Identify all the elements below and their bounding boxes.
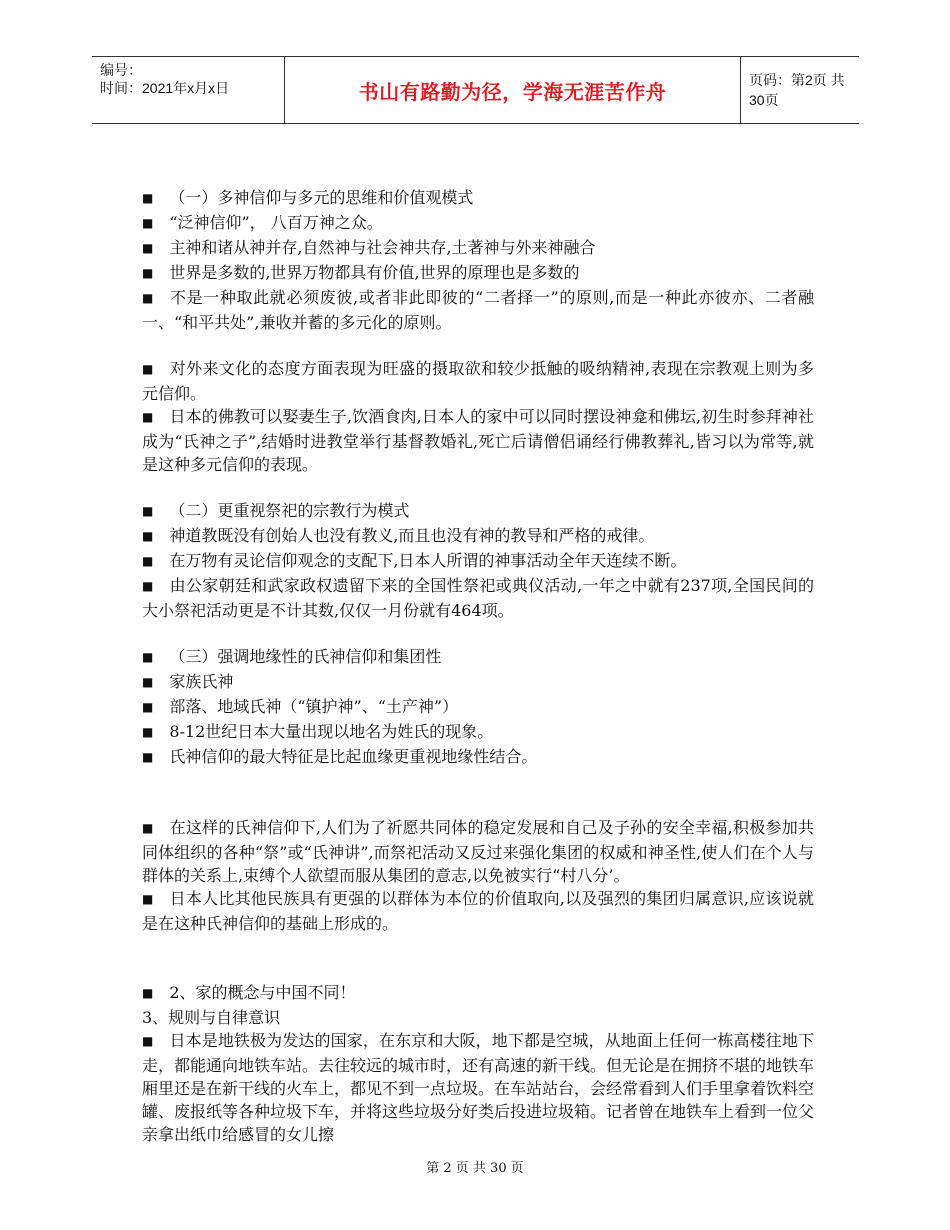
paragraph-text: 日本是地铁极为发达的国家，在东京和大阪，地下都是空城，从地面上任何一栋高楼往地下走，都能通向地铁车站。去往较远的城市时，还有高速的新干线。但无论是在拥挤不堪的地铁车厢里还是在新干线的火车上，都见不到一点垃圾。在车站站台，会经常看到人们手里拿着饮料空罐、废报纸等各种垃圾下车，并将这些垃圾分好类后投进垃圾箱。记者曾在地铁车上看到一位父亲拿出纸巾给感冒的女儿擦: [142, 1031, 815, 1144]
square-bullet-icon: ■: [142, 241, 154, 255]
paragraph-text: 家族氏神: [169, 672, 234, 691]
square-bullet-icon: ■: [142, 216, 154, 230]
square-bullet-icon: ■: [142, 700, 154, 714]
square-bullet-icon: ■: [142, 504, 154, 518]
body-paragraph: [142, 695, 814, 720]
paragraph-text: 神道教既没有创始人也没有教义,而且也没有神的教导和严格的戒律。: [169, 526, 655, 545]
paragraph-text: 不是一种取此就必须废彼,或者非此即彼的“二者择一”的原则,而是一种此亦彼亦、二者融一、“和平共处”,兼收并蓄的多元化的原则。: [142, 288, 814, 332]
square-bullet-icon: ■: [142, 750, 154, 764]
document-body: [142, 186, 814, 1146]
body-paragraph: [142, 574, 814, 622]
body-paragraph: [142, 211, 814, 236]
square-bullet-icon: ■: [142, 986, 154, 1000]
square-bullet-icon: ■: [142, 892, 154, 906]
square-bullet-icon: ■: [142, 362, 154, 376]
body-paragraph: [142, 236, 814, 261]
paragraph-text: 在万物有灵论信仰观念的支配下,日本人所谓的神事活动全年天连续不断。: [169, 551, 687, 570]
body-paragraph: [142, 549, 814, 574]
paragraph-text: 世界是多数的,世界万物都具有价值,世界的原理也是多数的: [169, 263, 580, 282]
square-bullet-icon: ■: [142, 410, 154, 424]
document-number-label: 编号：: [100, 62, 142, 78]
square-bullet-icon: ■: [142, 579, 154, 593]
body-paragraph: [142, 1029, 814, 1146]
square-bullet-icon: ■: [142, 650, 154, 664]
paragraph-spacer: [142, 334, 814, 357]
square-bullet-icon: ■: [142, 291, 154, 305]
body-paragraph: [142, 745, 814, 770]
header-meta-cell: [92, 57, 285, 123]
body-paragraph: [142, 524, 814, 549]
paragraph-text: 主神和诸从神并存,自然神与社会神共存,土著神与外来神融合: [169, 238, 596, 257]
body-paragraph: [142, 405, 814, 476]
paragraph-text: 氏神信仰的最大特征是比起血缘更重视地缘性结合。: [169, 747, 538, 766]
square-bullet-icon: ■: [142, 529, 154, 543]
paragraph-text: （二）更重视祭祀的宗教行为模式: [169, 501, 410, 520]
body-paragraph: [142, 981, 814, 1006]
body-paragraph: [142, 720, 814, 745]
square-bullet-icon: ■: [142, 266, 154, 280]
paragraph-spacer: [142, 935, 814, 981]
paragraph-text: 在这样的氏神信仰下,人们为了祈愿共同体的稳定发展和自己及子孙的安全幸福,积极参加共同体组织的各种“祭”或“氏神讲”,而祭祀活动又反过来强化集团的权威和神圣性,使人们在个人与群体的关系上,束缚个人欲望而服从集团的意志,以免被实行“村八分’。: [142, 818, 814, 885]
body-paragraph: [142, 261, 814, 286]
square-bullet-icon: ■: [142, 554, 154, 568]
square-bullet-icon: ■: [142, 191, 154, 205]
square-bullet-icon: ■: [142, 675, 154, 689]
paragraph-text: 8-12世纪日本大量出现以地名为姓氏的现象。: [169, 722, 494, 741]
paragraph-text: （一）多神信仰与多元的思维和价值观模式: [169, 188, 474, 207]
body-paragraph: [142, 1006, 814, 1029]
body-paragraph: [142, 670, 814, 695]
paragraph-text: 对外来文化的态度方面表现为旺盛的摄取欲和较少抵触的吸纳精神,表现在宗教观上则为多元信仰。: [142, 359, 814, 403]
paragraph-spacer: [142, 770, 814, 816]
paragraph-spacer: [142, 476, 814, 499]
body-paragraph: [142, 186, 814, 211]
header-page-info: 页码：第2页 共30页: [749, 72, 845, 108]
paragraph-text: 部落、地域氏神（“镇护神”、“土产神”）: [169, 697, 459, 716]
square-bullet-icon: ■: [142, 725, 154, 739]
body-paragraph: [142, 645, 814, 670]
paragraph-text: “泛神信仰”， 八百万神之众。: [169, 213, 383, 232]
body-paragraph: [142, 286, 814, 334]
body-paragraph: [142, 887, 814, 935]
body-paragraph: [142, 816, 814, 887]
square-bullet-icon: ■: [142, 821, 154, 835]
paragraph-text: 由公家朝廷和武家政权遗留下来的全国性祭祀或典仪活动,一年之中就有237项,全国民间的大小祭祀活动更是不计其数,仅仅一月份就有464项。: [142, 576, 814, 620]
page-footer: 第 2 页 共 30 页: [426, 1161, 524, 1176]
header-motto: 书山有路勤为径，学海无涯苦作舟: [358, 79, 667, 104]
paragraph-text: 日本人比其他民族具有更强的以群体为本位的价值取向,以及强烈的集团归属意识,应该说就是在这种氏神信仰的基础上形成的。: [142, 889, 814, 933]
body-paragraph: [142, 357, 814, 405]
header-page-cell: [741, 57, 859, 123]
body-paragraph: [142, 499, 814, 524]
header-motto-cell: [285, 57, 741, 123]
paragraph-text: 3、规则与自律意识: [142, 1008, 281, 1027]
paragraph-spacer: [142, 622, 814, 645]
paragraph-text: 2、家的概念与中国不同！: [169, 983, 356, 1002]
paragraph-text: （三）强调地缘性的氏神信仰和集团性: [169, 647, 442, 666]
document-time-label: 时间：2021年x月x日: [100, 80, 230, 96]
square-bullet-icon: ■: [142, 1034, 154, 1048]
page-header: [92, 56, 859, 124]
paragraph-text: 日本的佛教可以娶妻生子,饮酒食肉,日本人的家中可以同时摆设神龛和佛坛,初生时参拜神社成为“氏神之子”,结婚时进教堂举行基督教婚礼,死亡后请僧侣诵经行佛教葬礼,皆习以为常等,就是这种多元信仰的表现。: [142, 407, 814, 474]
